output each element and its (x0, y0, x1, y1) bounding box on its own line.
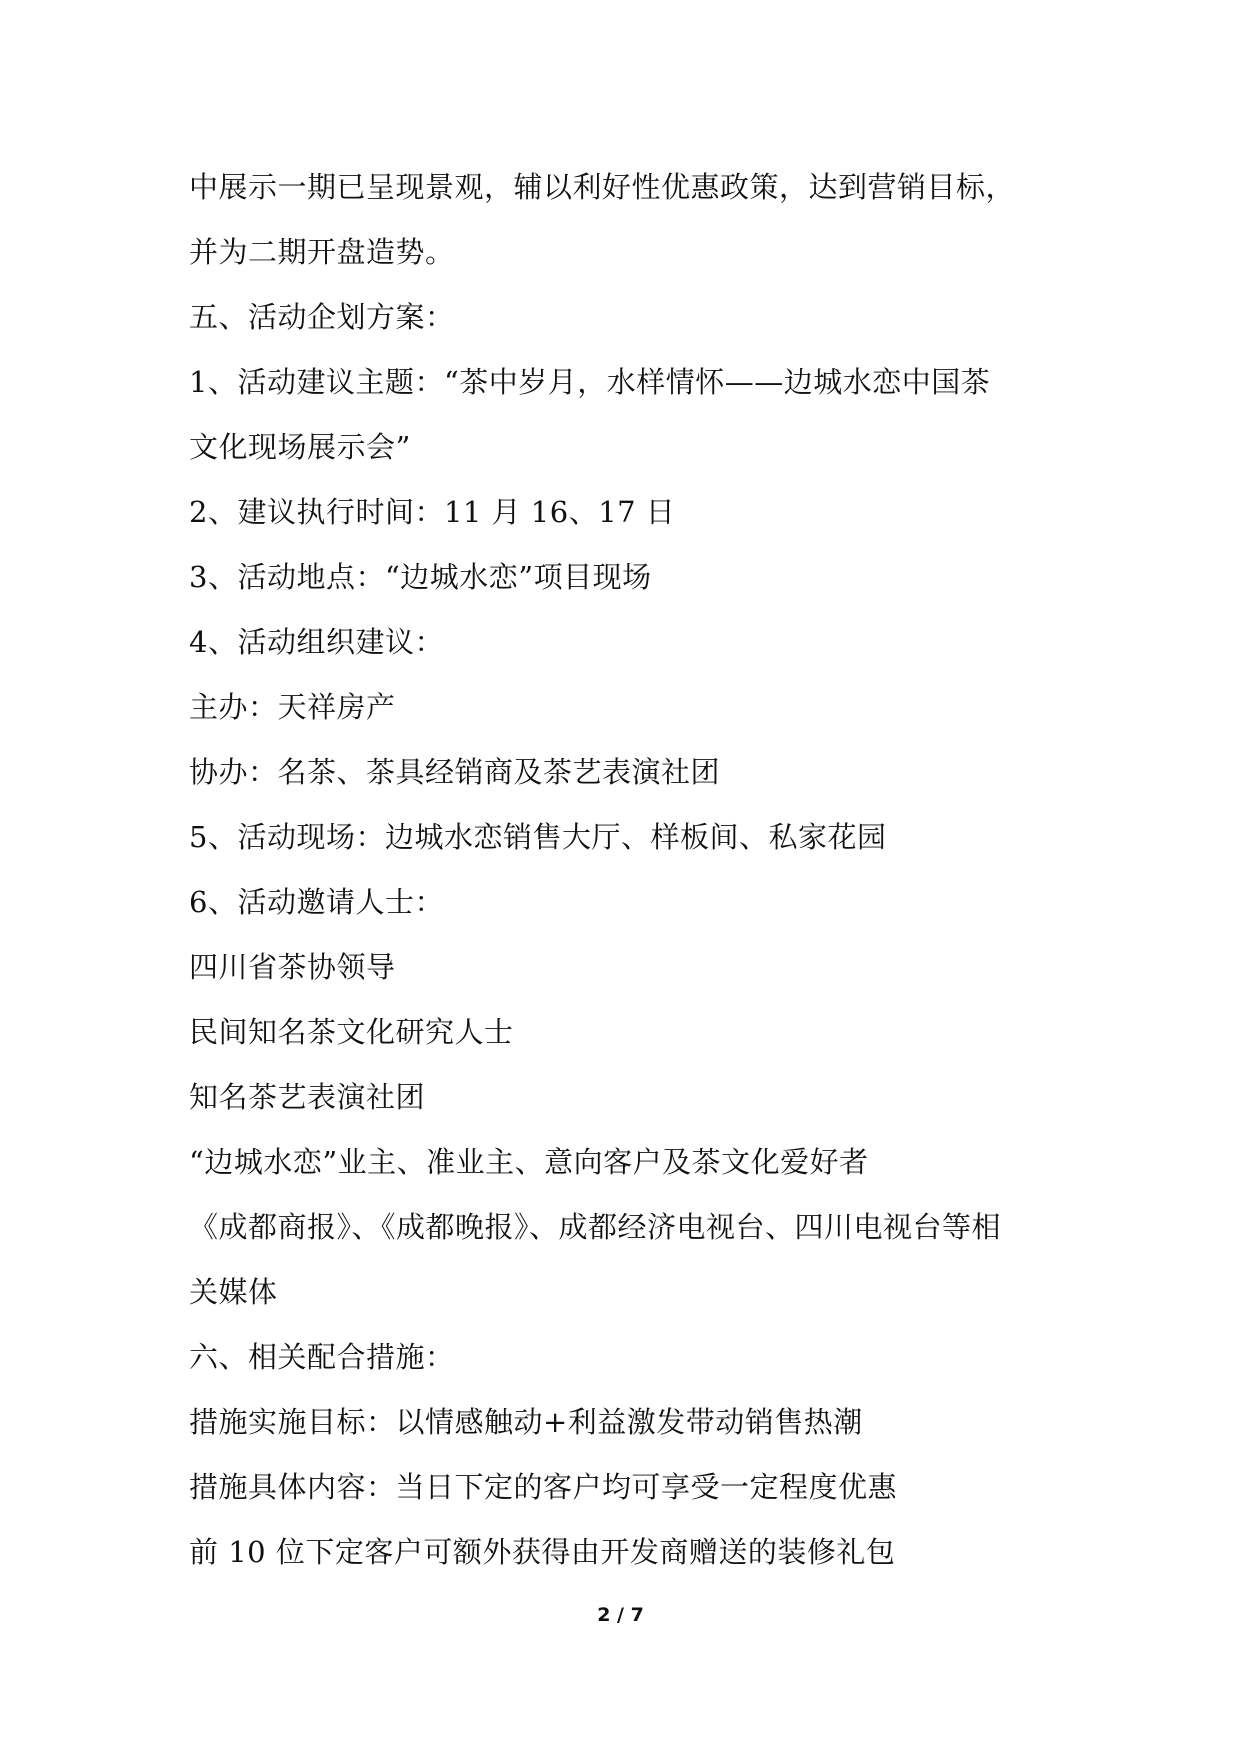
text-line: 主办：天祥房产 (189, 690, 396, 724)
text-line: 6、活动邀请人士： (189, 885, 444, 919)
text-line: 协办：名茶、茶具经销商及茶艺表演社团 (189, 755, 721, 789)
text-line: 文化现场展示会” (189, 430, 411, 464)
text-line: “边城水恋”业主、准业主、意向客户及茶文化爱好者 (189, 1145, 869, 1179)
text-line: 5、活动现场：边城水恋销售大厅、样板间、私家花园 (189, 820, 887, 854)
text-line: 4、活动组织建议： (189, 625, 444, 659)
text-line: 并为二期开盘造势。 (189, 235, 455, 269)
text-line: 关媒体 (189, 1275, 278, 1309)
text-line: 2、建议执行时间：11 月 16、17 日 (189, 495, 676, 529)
text-line: 前 10 位下定客户可额外获得由开发商赠送的装修礼包 (189, 1535, 896, 1569)
text-line: 中展示一期已呈现景观，辅以利好性优惠政策，达到营销目标， (189, 170, 1016, 204)
text-line: 知名茶艺表演社团 (189, 1080, 426, 1114)
text-line: 四川省茶协领导 (189, 950, 396, 984)
text-line: 民间知名茶文化研究人士 (189, 1015, 514, 1049)
text-line: 措施具体内容：当日下定的客户均可享受一定程度优惠 (189, 1470, 898, 1504)
text-line: 1、活动建议主题：“茶中岁月，水样情怀——边城水恋中国茶 (189, 365, 991, 399)
text-line: 3、活动地点：“边城水恋”项目现场 (189, 560, 652, 594)
section-heading: 五、活动企划方案： (189, 300, 455, 334)
page-number: 2 / 7 (597, 1604, 644, 1626)
text-line: 《成都商报》、《成都晚报》、成都经济电视台、四川电视台等相 (189, 1210, 1002, 1244)
text-line: 措施实施目标：以情感触动+利益激发带动销售热潮 (189, 1405, 863, 1439)
document-body (189, 155, 1089, 1585)
section-heading: 六、相关配合措施： (189, 1340, 455, 1374)
